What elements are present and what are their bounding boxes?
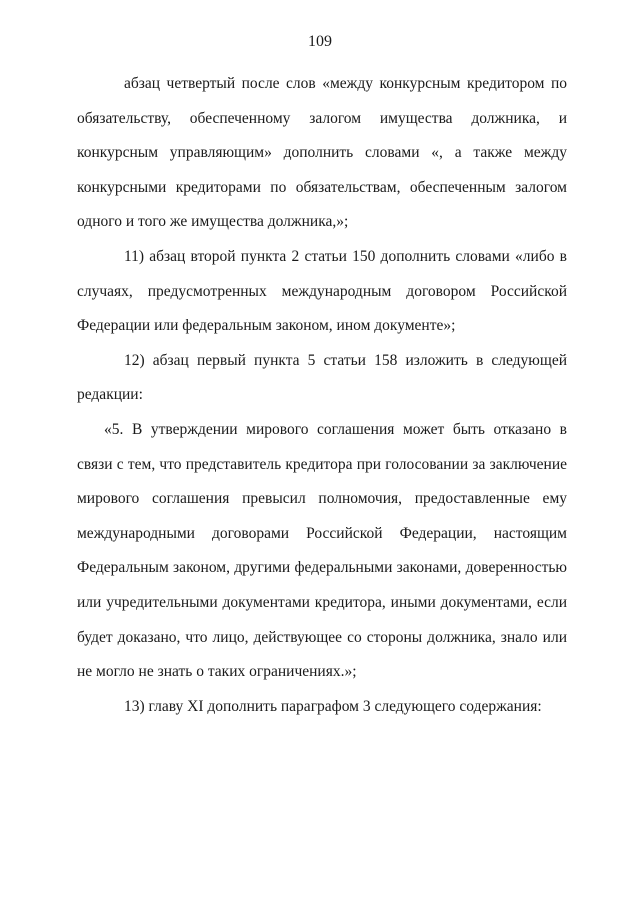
paragraph-quoted-clause-5: «5. В утверждении мирового соглашения может быть отказано в связи с тем, что представитель кредитора при голосовании за заключение мирового соглашения превысил полномочия, предоставленные ему международными договорами Российской Федерации, настоящим Федеральным законом, другими федеральными законами, доверенностью или учредительными документами кредитора, иными документами, если будет доказано, что лицо, действующее со стороны должника, знало или не могло не знать о таких ограничениях.»; — [77, 420, 567, 681]
paragraph-item-12: 12) абзац первый пункта 5 статьи 158 изложить в следующей редакции: — [77, 351, 567, 404]
document-body — [77, 67, 567, 724]
paragraph-item-11: 11) абзац второй пункта 2 статьи 150 дополнить словами «либо в случаях, предусмотренных международным договором Российской Федерации или федеральным законом, ином документе»; — [77, 247, 567, 335]
paragraph-item-13: 13) главу XI дополнить параграфом 3 следующего содержания: — [124, 697, 542, 715]
page-number: 109 — [308, 33, 332, 50]
paragraph-amendment-abzac-chetvertyi: абзац четвертый после слов «между конкурсным кредитором по обязательству, обеспеченному залогом имущества должника, и конкурсным управляющим» дополнить словами «, а также между конкурсными кредиторами по обязательствам, обеспеченным залогом одного и того же имущества должника,»; — [77, 75, 567, 231]
